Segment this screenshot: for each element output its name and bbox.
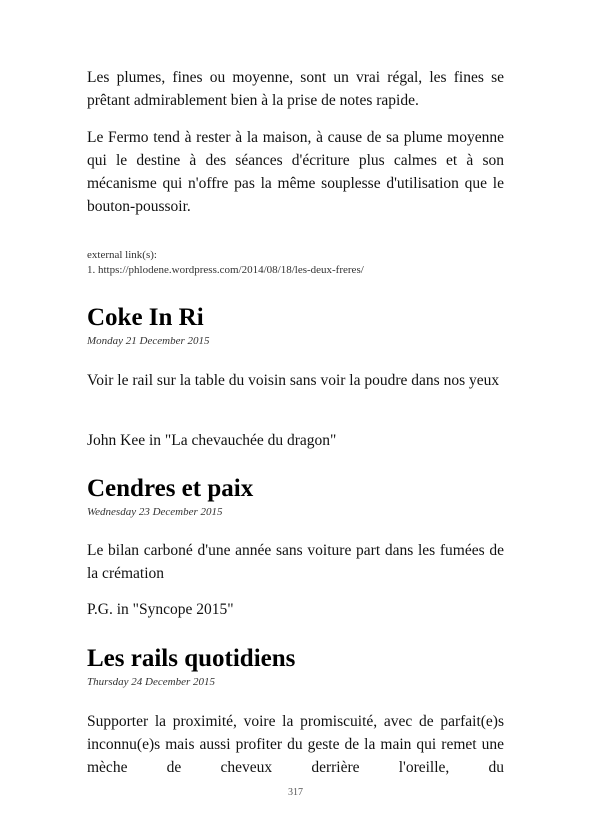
intro-paragraph-2: Le Fermo tend à rester à la maison, à cause de sa plume moyenne qui le destine à des séances d'écriture plus calmes et à son mécanisme qui n'offre pas la même souplesse d'utilisation que le bouton-poussoir. [87, 129, 504, 215]
post-date: Thursday 24 December 2015 [87, 676, 216, 688]
post-title: Les rails quotidiens [87, 645, 296, 672]
post-date: Wednesday 23 December 2015 [87, 506, 223, 518]
post-source: P.G. in "Syncope 2015" [87, 601, 234, 618]
post-text: Voir le rail sur la table du voisin sans voir la poudre dans nos yeux [87, 372, 500, 389]
external-links-label: external link(s): [87, 249, 157, 261]
post-title: Coke In Ri [87, 304, 204, 331]
post-title: Cendres et paix [87, 475, 254, 502]
intro-paragraph-1: Les plumes, fines ou moyenne, sont un vrai régal, les fines se prêtant admirablement bien à la prise de notes rapide. [87, 69, 504, 109]
post-text: Supporter la proximité, voire la promiscuité, avec de parfait(e)s inconnu(e)s mais aussi profiter du geste de la main qui remet une mèche de cheveux derrière l'oreille, du [87, 713, 504, 776]
page-number: 317 [288, 787, 303, 798]
external-link-1[interactable]: 1. https://phlodene.wordpress.com/2014/08/18/les-deux-freres/ [87, 264, 364, 276]
post-text: Le bilan carboné d'une année sans voiture part dans les fumées de la crémation [87, 542, 504, 582]
post-date: Monday 21 December 2015 [87, 335, 210, 347]
post-source: John Kee in "La chevauchée du dragon" [87, 432, 337, 449]
